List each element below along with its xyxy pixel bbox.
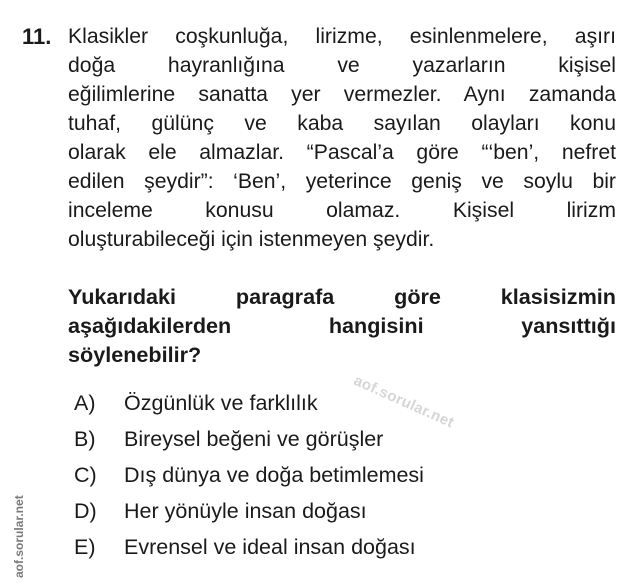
option-text: Dış dünya ve doğa betimlemesi xyxy=(124,463,424,487)
option-c[interactable] xyxy=(74,461,424,497)
question-passage xyxy=(68,22,616,254)
passage-line: doğa hayranlığına ve yazarların kişisel xyxy=(68,54,616,77)
passage-line: tuhaf, gülünç ve kaba sayılan olayları konu xyxy=(68,112,616,135)
passage-line: olarak ele almazlar. “Pascal’a göre “‘ben’, nefret xyxy=(68,141,616,164)
option-text: Özgünlük ve farklılık xyxy=(124,391,318,415)
answer-options xyxy=(74,389,424,569)
passage-line: eğilimlerine sanatta yer vermezler. Aynı zamanda xyxy=(68,83,616,106)
option-text: Evrensel ve ideal insan doğası xyxy=(124,535,416,559)
option-b[interactable] xyxy=(74,425,424,461)
watermark-diagonal: aof.sorular.net xyxy=(351,372,457,432)
option-text: Her yönüyle insan doğası xyxy=(124,499,367,523)
stem-line: Yukarıdaki paragrafa göre klasisizmin xyxy=(68,284,616,309)
option-letter: D) xyxy=(74,499,97,523)
option-d[interactable] xyxy=(74,497,424,533)
stem-line: aşağıdakilerden hangisini yansıttığı xyxy=(68,313,616,338)
option-letter: C) xyxy=(74,463,97,487)
option-text: Bireysel beğeni ve görüşler xyxy=(124,427,384,451)
watermark-side: aof.sorular.net xyxy=(12,495,26,578)
passage-line: inceleme konusu olamaz. Kişisel lirizm xyxy=(68,199,616,222)
passage-line: edilen şeydir”: ‘Ben’, yeterince geniş ve soylu bir xyxy=(68,170,616,193)
question-stem xyxy=(68,282,616,369)
option-letter: B) xyxy=(74,427,96,451)
option-letter: E) xyxy=(74,535,96,559)
option-a[interactable] xyxy=(74,389,424,425)
passage-line: oluşturabileceği için istenmeyen şeydir. xyxy=(68,228,435,251)
option-letter: A) xyxy=(74,391,96,415)
option-e[interactable] xyxy=(74,533,424,569)
passage-line: Klasikler coşkunluğa, lirizme, esinlenmelere, aşırı xyxy=(68,25,616,48)
question-number: 11. xyxy=(22,24,52,49)
stem-line: söylenebilir? xyxy=(68,342,202,367)
